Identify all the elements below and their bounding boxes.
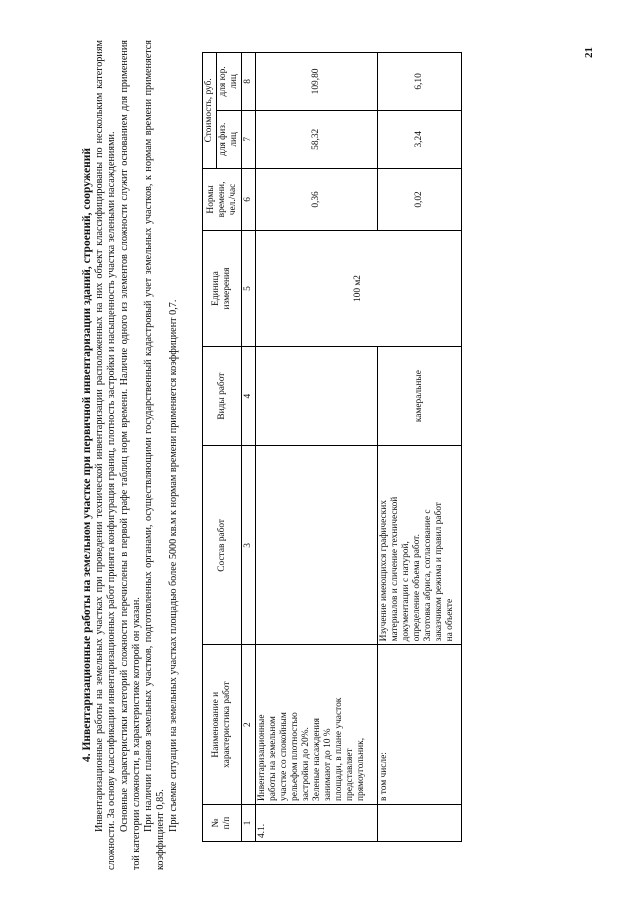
header-unit-line: измерения	[222, 267, 232, 310]
row-name-line: занимают до 10 %	[323, 728, 333, 801]
row-norm: 0,36	[256, 168, 378, 230]
rotated-page-content	[70, 40, 590, 870]
table-row	[256, 53, 378, 842]
col-number: 4	[242, 346, 256, 445]
header-cost-phys-line: лиц	[229, 131, 239, 147]
subrow-composition-line: Изучение имеющихся графических	[379, 500, 389, 642]
header-name-line: характеристика работ	[222, 681, 232, 768]
row-name-line: прямоугольник,	[356, 737, 366, 801]
paragraph-coefficient-07: При съемке ситуации на земельных участках площадью более 5000 кв.м к нормам времени применяется коэффициент 0,7.	[167, 299, 179, 832]
subrow-composition-line: Заготовка абриса, согласование с	[423, 509, 433, 642]
subrow-composition-line: заказчиком режима и правил работ	[434, 502, 444, 642]
header-cost-jur	[217, 53, 242, 111]
subrow-composition-line: материалов и сличение технической	[390, 496, 400, 642]
header-norm-line: Нормы	[205, 185, 216, 214]
header-unit	[203, 231, 242, 347]
header-cost-phys	[217, 110, 242, 168]
header-norm	[203, 168, 242, 230]
row-unit: 100 м2	[256, 231, 462, 347]
paragraph-classification: Инвентаризационные работы на земельных участках при проведении технической инвентаризации расположенных на них объект классифицированы по нескольким категориям сложности. За основу классификации инвентаризационных работ принята конфигурация границ, плотность застройки и насыщенность участка зелеными насаждениями.	[94, 40, 118, 870]
subrow-label: в том числе:	[378, 645, 462, 805]
header-name-line: Наименование и	[211, 691, 221, 758]
row-name-line: площади, в плане участок	[334, 697, 344, 801]
header-cost-jur-line: лиц	[229, 74, 239, 89]
col-number: 8	[242, 53, 256, 111]
table-row	[378, 53, 462, 842]
header-cost: Стоимость, руб.	[203, 53, 217, 169]
subrow-type: камеральные	[378, 346, 462, 445]
header-num-line: №	[211, 818, 221, 828]
subrow-composition	[378, 446, 462, 645]
section-title: 4. Инвентаризационные работы на земельном участке при первичной инвентаризации зданий, строений, сооружений	[81, 147, 93, 763]
col-number: 2	[242, 645, 256, 805]
header-unit-line: Единица	[211, 271, 221, 306]
header-composition: Состав работ	[203, 446, 242, 645]
col-number: 5	[242, 231, 256, 347]
row-name-line: работы на земельном	[268, 716, 278, 801]
header-name	[203, 645, 242, 805]
subrow-cost-phys: 3,24	[378, 110, 462, 168]
row-name-line: Зеленые насаждения	[312, 718, 322, 801]
row-cost-phys: 58,32	[256, 110, 378, 168]
header-norm-line: чел./час	[227, 183, 238, 216]
row-name-line: участке со спокойным	[279, 712, 289, 801]
col-number: 7	[242, 110, 256, 168]
col-number: 3	[242, 446, 256, 645]
row-cost-jur: 109,80	[256, 53, 378, 111]
subrow-composition-line: определение объема работ.	[412, 534, 422, 642]
norms-table	[202, 52, 462, 842]
col-number: 6	[242, 168, 256, 230]
subrow-cost-jur: 6,10	[378, 53, 462, 111]
subrow-composition-line: документации с натурой,	[401, 541, 411, 642]
paragraph-coefficient-085: При наличии планов земельных участков, подготовленных органами, осуществляющими государственный кадастровый учет земельных участков, к нормам времени применяется коэффициент 0,85.	[143, 40, 167, 870]
header-num-line: п/п	[222, 816, 232, 830]
header-norm-line: времени,	[216, 181, 227, 218]
subrow-norm: 0,02	[378, 168, 462, 230]
paragraph-characteristics: Основные характеристики категорий сложности перечислены в первой графе таблиц норм времени. Наличие одного из элементов сложности служит основанием для применения той категории сложности, в характеристике которой он указан.	[118, 40, 142, 870]
header-num	[203, 804, 242, 841]
row-name-line: рельефом плотностью	[290, 712, 300, 801]
row-composition	[256, 446, 378, 645]
row-name-line: представляет	[345, 748, 355, 801]
page-number: 21	[583, 47, 595, 58]
header-types: Виды работ	[203, 346, 242, 445]
col-number: 1	[242, 804, 256, 841]
column-number-row	[242, 53, 256, 842]
row-types	[256, 346, 378, 445]
row-name	[256, 645, 378, 805]
row-name-line: застройки до 20%.	[301, 727, 311, 801]
header-cost-phys-line: для физ.	[218, 122, 228, 156]
row-name-line: Инвентаризационные	[257, 714, 267, 801]
table-header-row	[203, 53, 217, 842]
row-num: 4.1.	[256, 804, 378, 841]
subrow-num	[378, 804, 462, 841]
subrow-composition-line: на объекте	[445, 598, 455, 642]
header-cost-jur-line: для юр.	[218, 66, 228, 97]
